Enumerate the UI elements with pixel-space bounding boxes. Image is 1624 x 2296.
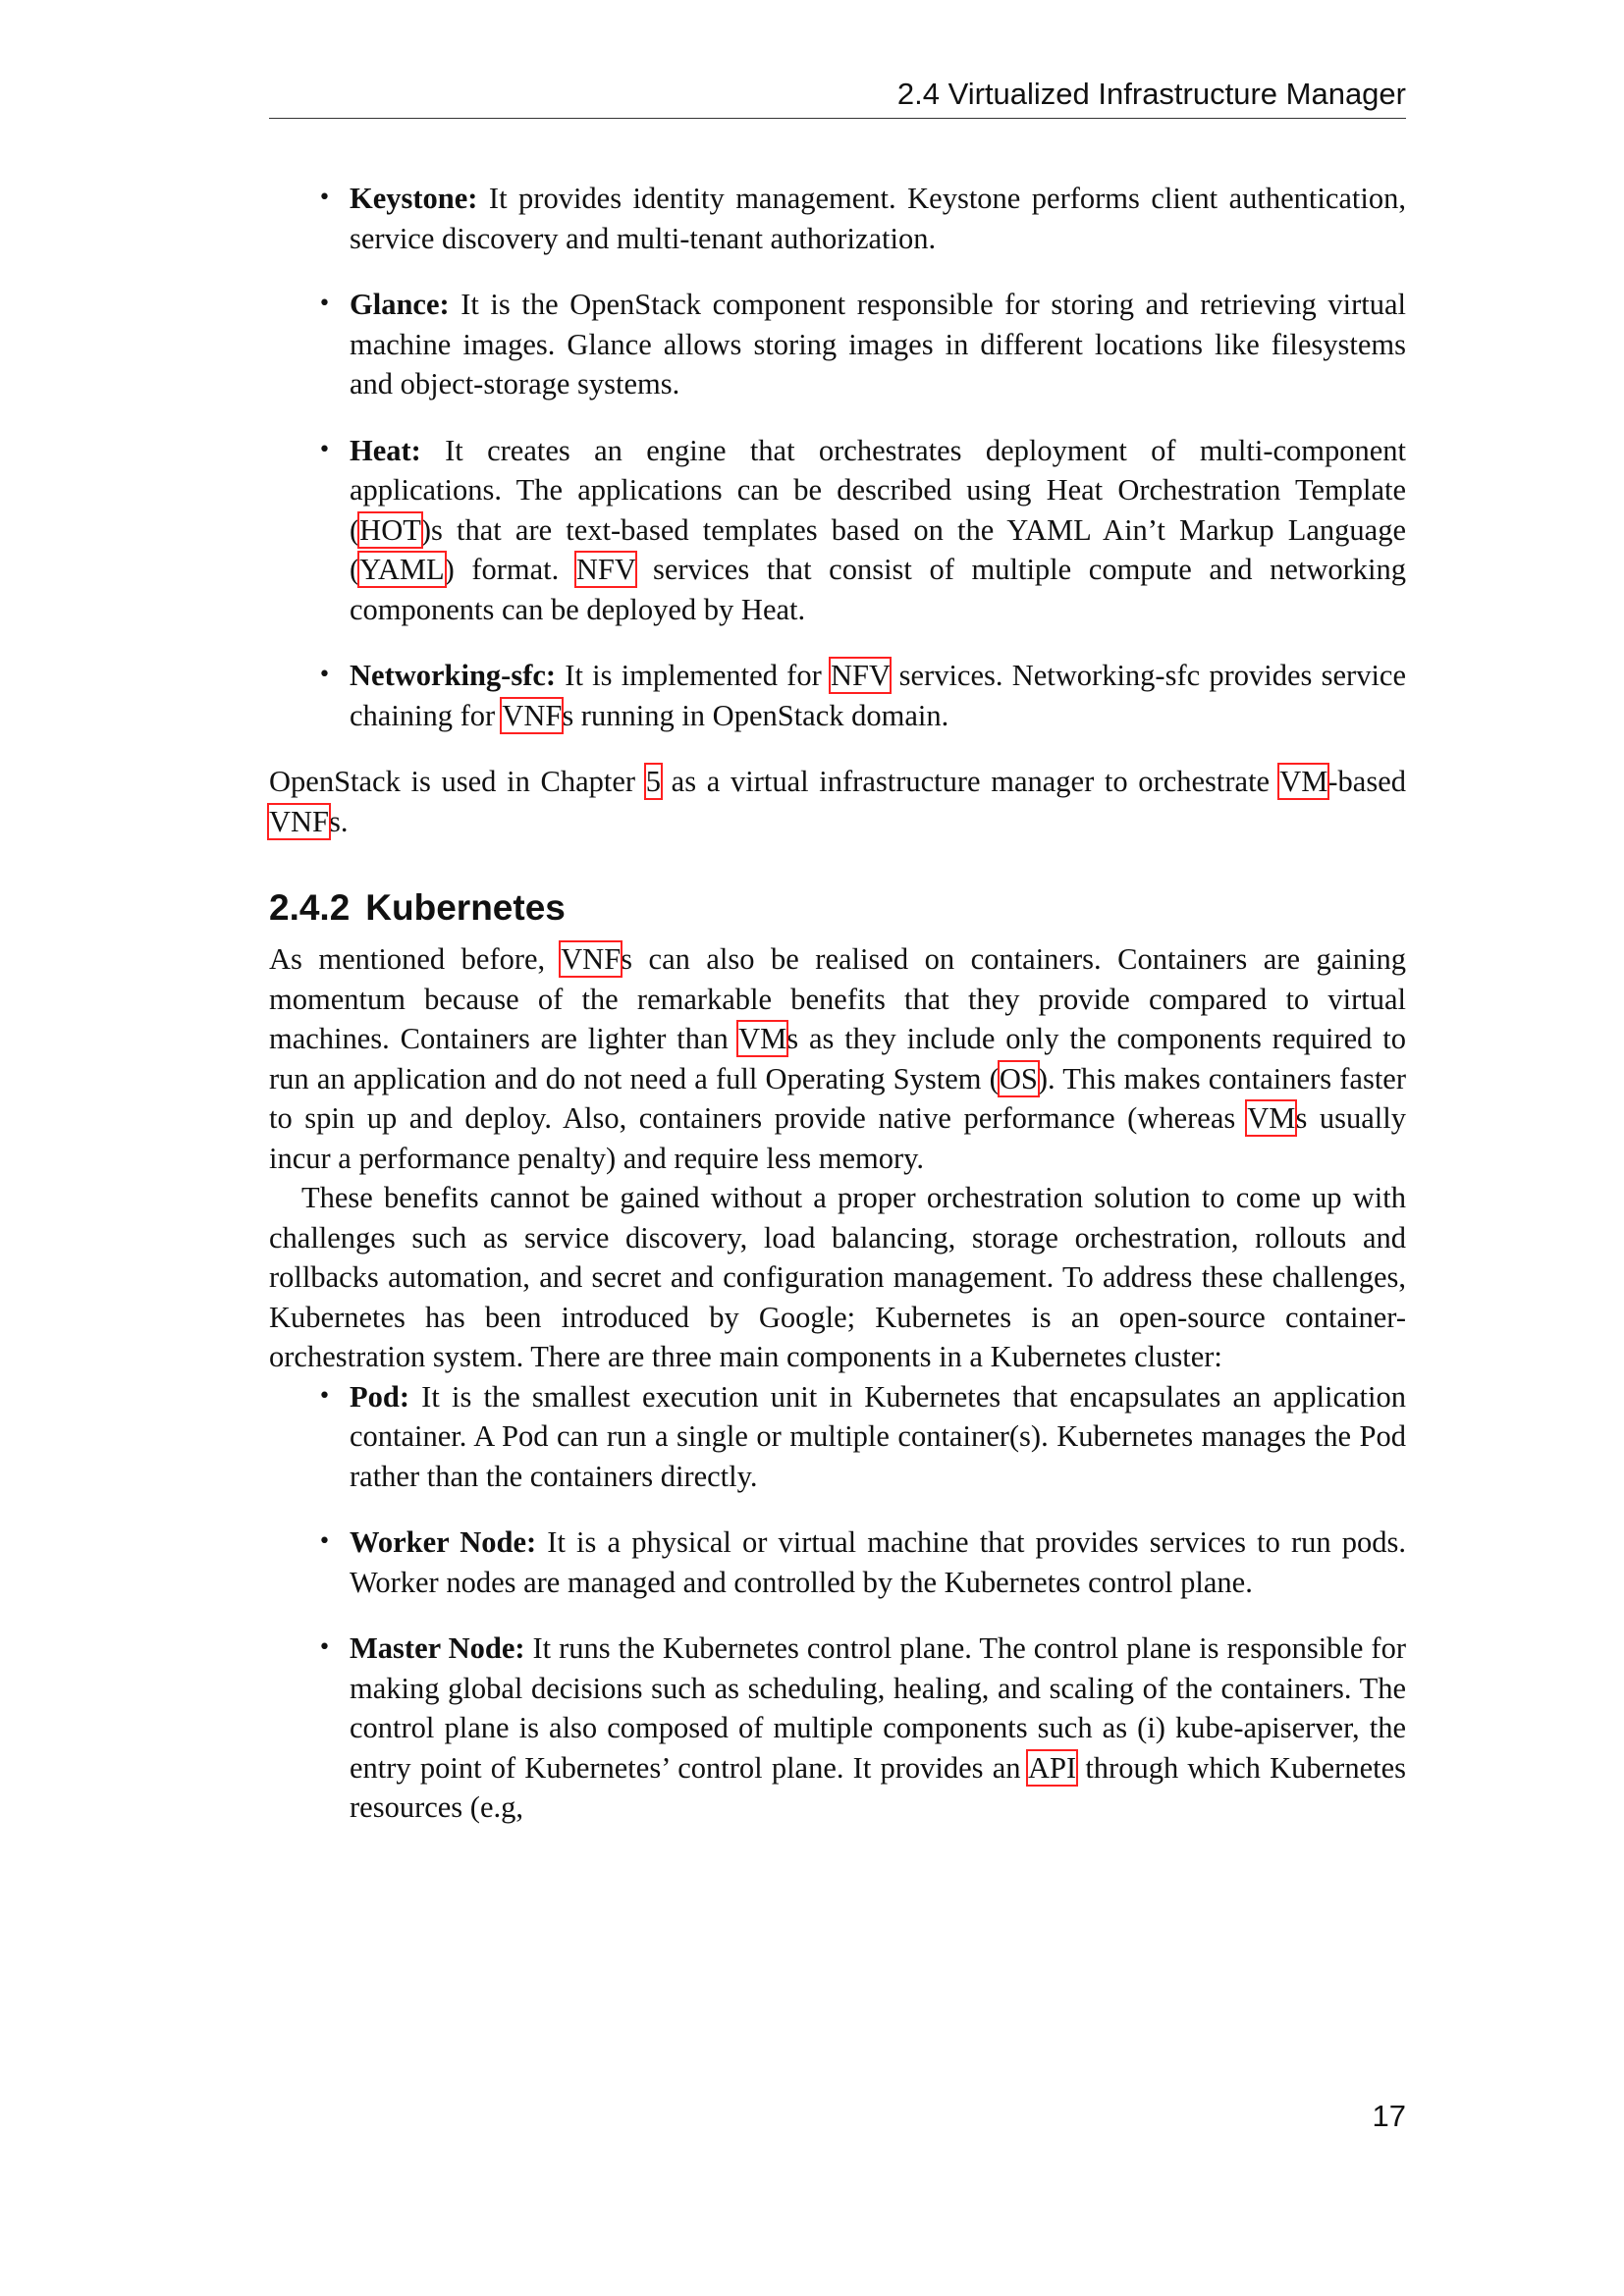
- chapter-link-5[interactable]: 5: [645, 765, 661, 798]
- acronym-link-api[interactable]: API: [1028, 1750, 1077, 1785]
- list-item-pod: • Pod: It is the smallest execution unit in Kubernetes that encapsulates an application container. A Pod can run a single or multiple container(s). Kubernetes manages the Pod rather than the containers directly.: [350, 1377, 1406, 1497]
- acronym-link-vnf[interactable]: VNF: [561, 942, 622, 976]
- acronym-link-nfv[interactable]: NFV: [830, 659, 891, 692]
- term-networking-sfc: Networking-sfc:: [350, 659, 557, 692]
- acronym-link-yaml[interactable]: YAML: [359, 553, 445, 586]
- acronym-link-vnf[interactable]: VNF: [502, 698, 563, 732]
- acronym-link-hot[interactable]: HOT: [359, 512, 421, 547]
- kubernetes-components-list: [269, 1377, 1406, 1828]
- acronym-link-vm[interactable]: VM: [1279, 765, 1328, 798]
- kubernetes-paragraph-1: As mentioned before, VNFs can also be realised on containers. Containers are gaining momentum because of the remarkable benefits that they provide compared to virtual machines. Containers are lighter than VMs as they include only the components required to run an application and do not need a full Operating System (OS). This makes containers faster to spin up and deploy. Also, containers provide native performance (whereas VMs usually incur a performance penalty) and require less memory.: [269, 942, 1407, 1175]
- header-rule: [269, 118, 1406, 119]
- term-glance: Glance:: [350, 288, 450, 321]
- list-item-worker-node: • Worker Node: It is a physical or virtual machine that provides services to run pods. Worker nodes are managed and controlled by the Kubernetes control plane.: [350, 1522, 1406, 1602]
- bullet: •: [318, 1529, 331, 1554]
- running-header: 2.4 Virtualized Infrastructure Manager: [896, 77, 1406, 111]
- acronym-link-vm[interactable]: VM: [1247, 1101, 1296, 1135]
- bullet: •: [318, 292, 331, 316]
- bullet: •: [318, 1635, 331, 1660]
- section-number: 2.4.2: [269, 887, 351, 928]
- term-pod: Pod:: [350, 1379, 409, 1414]
- page-body: [269, 179, 1406, 1854]
- term-keystone: Keystone:: [350, 182, 478, 215]
- page-number: 17: [1372, 2099, 1406, 2133]
- bullet: •: [318, 1383, 331, 1409]
- list-item-keystone: • Keystone: It provides identity management. Keystone performs client authentication, service discovery and multi-tenant authorization.: [350, 179, 1406, 258]
- section-heading-kubernetes: [269, 886, 1406, 930]
- term-master-node: Master Node:: [350, 1631, 525, 1665]
- list-item-master-node: • Master Node: It runs the Kubernetes control plane. The control plane is responsible for making global decisions such as scheduling, healing, and scaling of the containers. The control plane is also composed of multiple components such as (i) kube-apiserver, the entry point of Kubernetes’ control plane. It provides an API through which Kubernetes resources (e.g,: [350, 1629, 1406, 1828]
- acronym-link-vm[interactable]: VM: [738, 1022, 787, 1055]
- openstack-paragraph: OpenStack is used in Chapter 5 as a virtual infrastructure manager to orchestrate VM-based VNFs.: [269, 765, 1406, 838]
- acronym-link-nfv[interactable]: NFV: [575, 553, 636, 586]
- term-worker-node: Worker Node:: [350, 1525, 537, 1559]
- section-title: Kubernetes: [365, 887, 566, 928]
- openstack-components-list: [269, 179, 1406, 735]
- term-heat: Heat:: [350, 433, 421, 467]
- bullet: •: [318, 437, 331, 462]
- acronym-link-os[interactable]: OS: [999, 1061, 1038, 1095]
- acronym-link-vnf[interactable]: VNF: [269, 804, 330, 838]
- kubernetes-paragraph-2: These benefits cannot be gained without a proper orchestration solution to come up with challenges such as service discovery, load balancing, storage orchestration, rollouts and rollbacks automation, and secret and configuration management. To address these challenges, Kubernetes has been introduced by Google; Kubernetes is an open-source container-orchestration system. There are three main components in a Kubernetes cluster:: [269, 1181, 1406, 1373]
- bullet: •: [318, 663, 331, 687]
- list-item-glance: • Glance: It is the OpenStack component responsible for storing and retrieving virtual machine images. Glance allows storing images in different locations like filesystems and object-storage systems.: [350, 285, 1406, 404]
- list-item-heat: • Heat: It creates an engine that orchestrates deployment of multi-component applications. The applications can be described using Heat Orchestration Template (HOT)s that are text-based templates based on the YAML Ain’t Markup Language (YAML) format. NFV services that consist of multiple compute and networking components can be deployed by Heat.: [350, 431, 1406, 630]
- list-item-networking-sfc: • Networking-sfc: It is implemented for NFV services. Networking-sfc provides service chaining for VNFs running in OpenStack domain.: [350, 656, 1406, 735]
- bullet: •: [318, 186, 331, 210]
